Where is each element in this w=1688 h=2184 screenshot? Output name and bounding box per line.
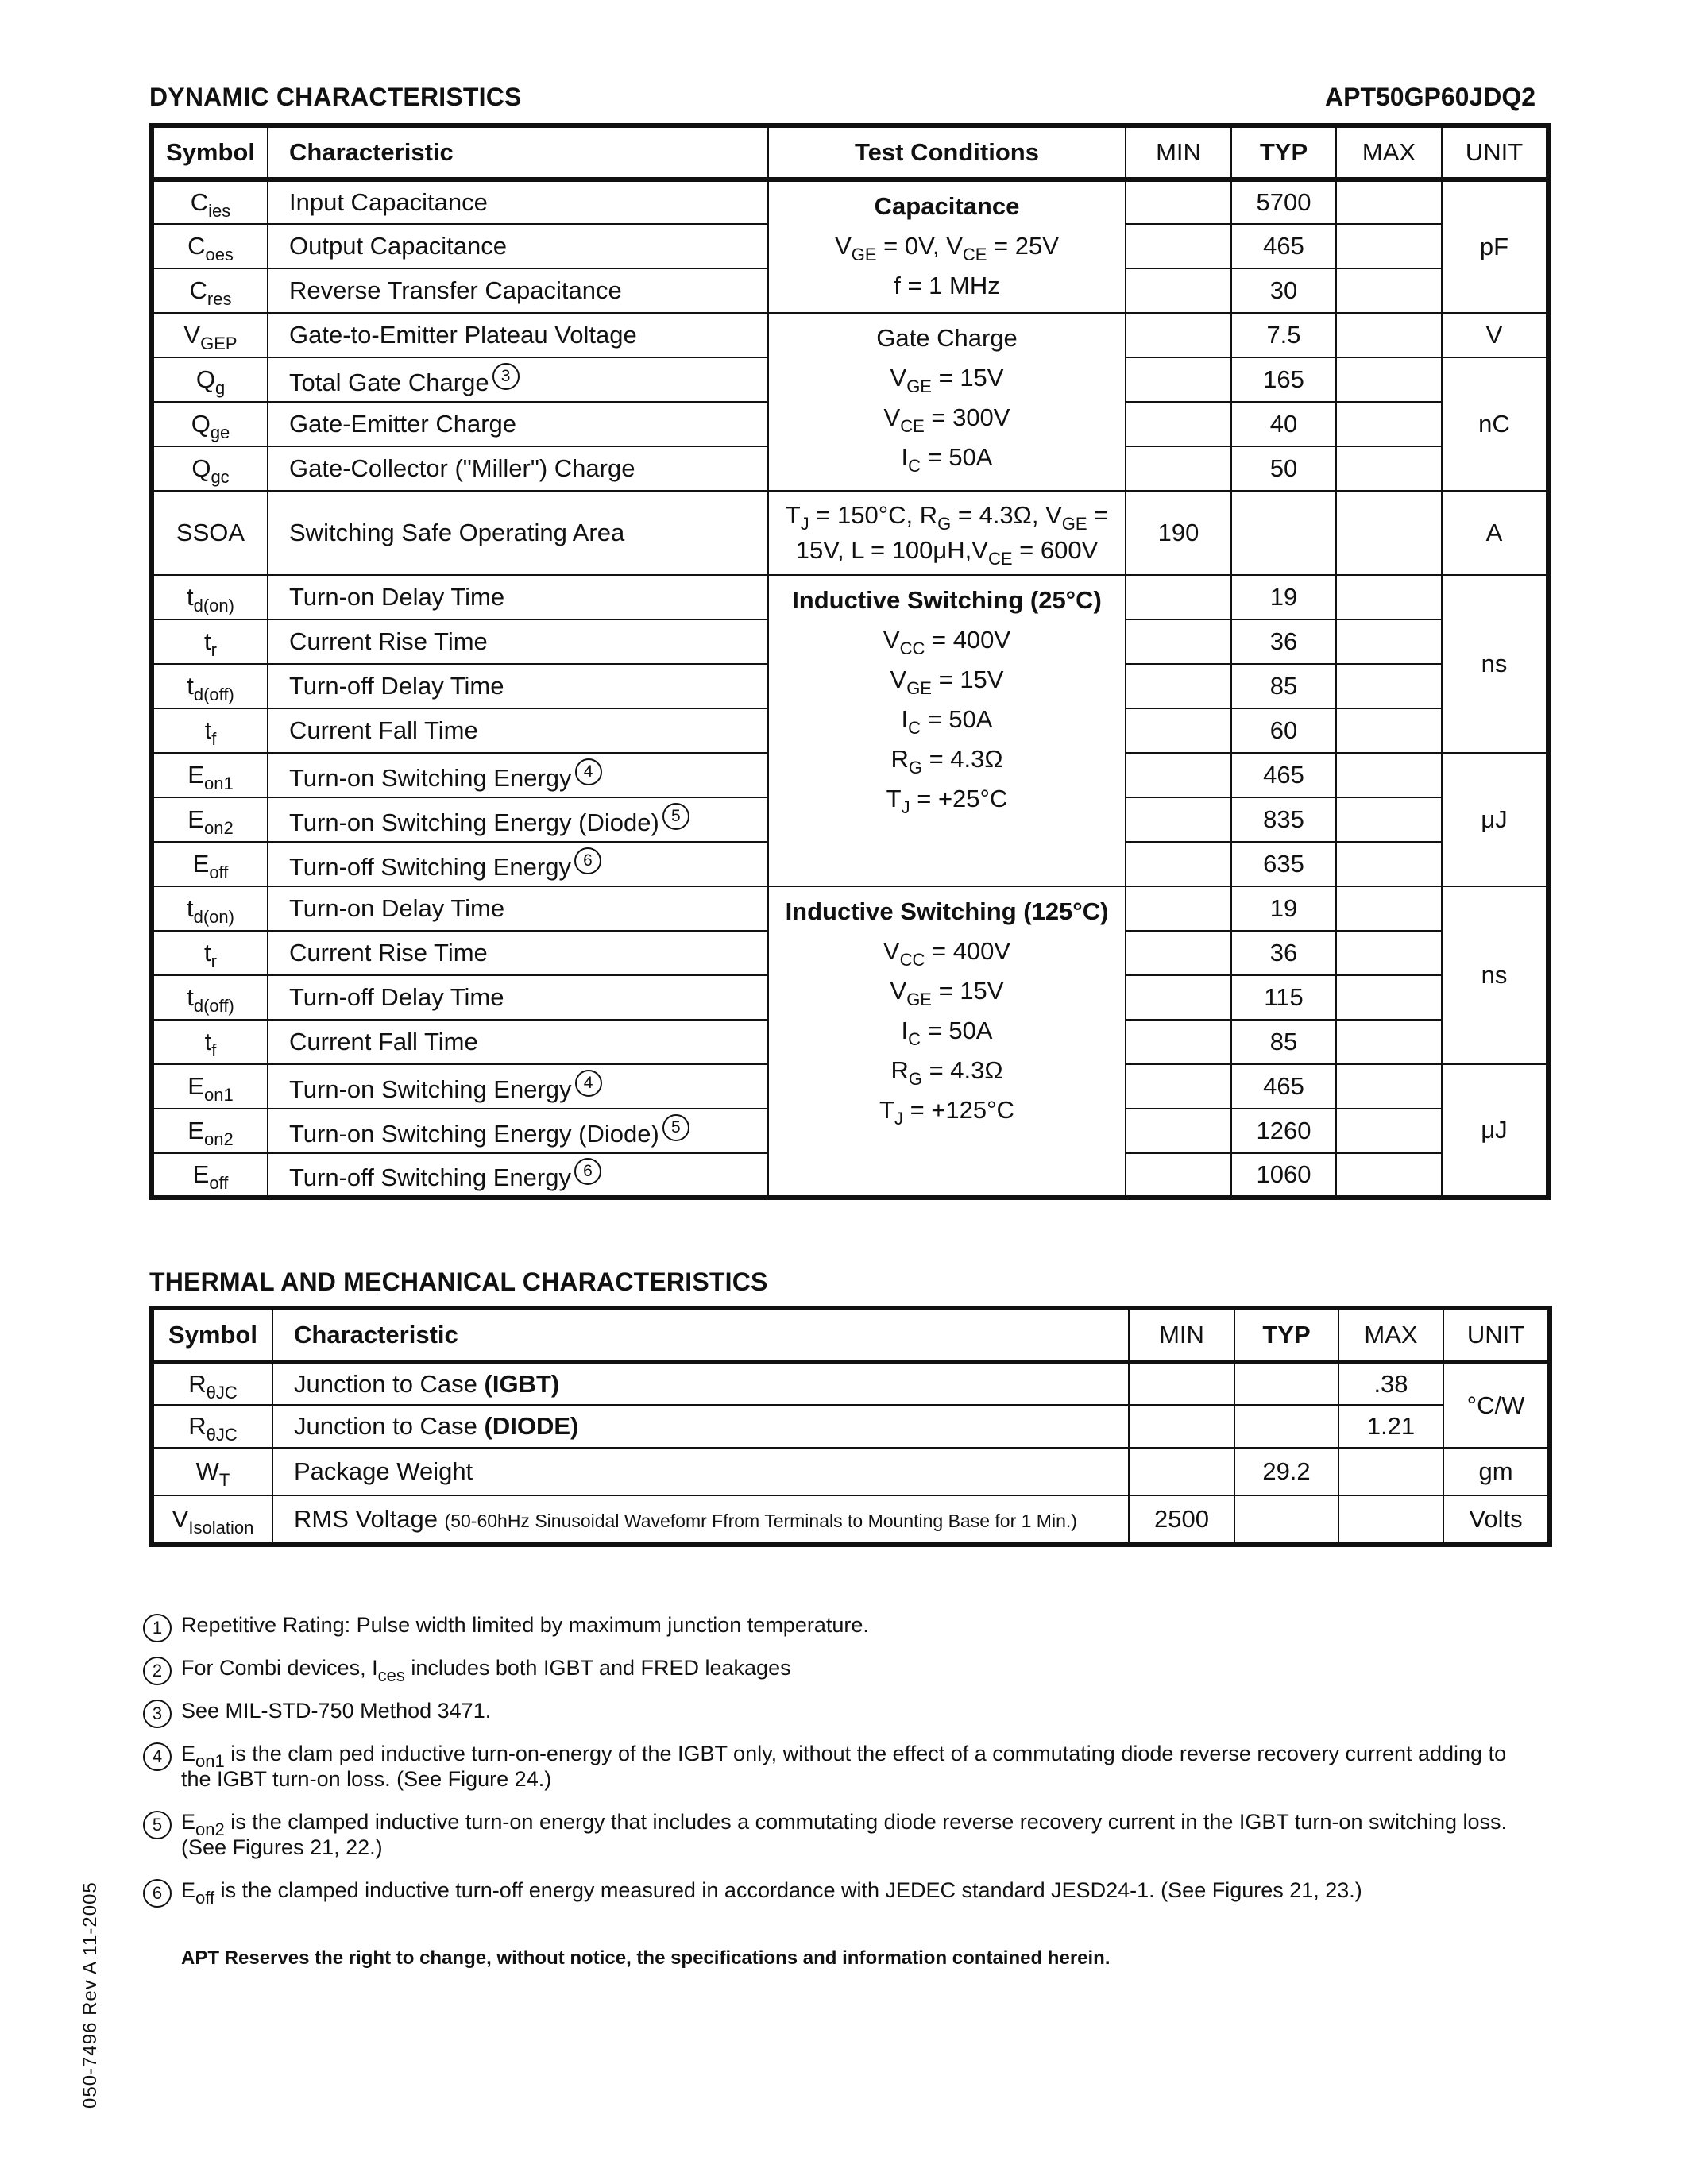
characteristic-cell: Turn-off Delay Time: [268, 664, 768, 708]
max-cell: [1336, 224, 1442, 268]
min-cell: [1126, 842, 1231, 886]
max-cell: [1336, 842, 1442, 886]
typ-cell: 115: [1231, 975, 1336, 1020]
thermal-row: [152, 1448, 1550, 1495]
typ-cell: 30: [1231, 268, 1336, 313]
characteristic-cell: Current Rise Time: [268, 931, 768, 975]
max-cell: [1336, 975, 1442, 1020]
characteristic-cell: Turn-on Switching Energy (Diode) 5: [268, 797, 768, 842]
characteristic-cell: Turn-on Delay Time: [268, 886, 768, 931]
unit-cell: A: [1442, 491, 1548, 575]
max-cell: [1336, 708, 1442, 753]
typ-cell: 36: [1231, 619, 1336, 664]
unit-cell: °C/W: [1443, 1362, 1550, 1448]
min-cell: [1126, 619, 1231, 664]
typ-cell: 40: [1231, 402, 1336, 446]
min-cell: [1126, 224, 1231, 268]
footnote-marker: 3: [492, 363, 520, 390]
cond-ssoa-line2: 15V, $L = 100\mu H,V_{CE} = 600V$: [795, 536, 1099, 569]
min-cell: [1126, 931, 1231, 975]
min-cell: [1126, 575, 1231, 619]
cond-gate-head: Gate Charge: [876, 324, 1018, 352]
typ-cell: [1234, 1405, 1338, 1448]
symbol-cell: $t_f$: [152, 708, 268, 753]
thermal-header-row: [152, 1308, 1550, 1362]
min-cell: 2500: [1129, 1495, 1234, 1545]
header-unit: UNIT: [1442, 125, 1548, 179]
cond-ssoa-line1: $T_J = 150^\circ C$, $R_G = 4.3\Omega$, $V_{GE}$ =: [785, 501, 1109, 534]
cond-gate-vge: $V_{GE} = 15V$: [890, 364, 1004, 396]
header-min: MIN: [1126, 125, 1231, 179]
symbol-cell: SSOA: [152, 491, 268, 575]
part-number: APT50GP60JDQ2: [1324, 83, 1535, 111]
footnote-number: 4: [143, 1742, 172, 1771]
min-cell: [1126, 446, 1231, 491]
min-cell: [1126, 1109, 1231, 1153]
min-cell: [1129, 1448, 1234, 1495]
typ-cell: 465: [1231, 224, 1336, 268]
symbol-cell: $R_{\theta JC}$: [152, 1405, 272, 1448]
max-cell: [1336, 886, 1442, 931]
max-cell: [1336, 664, 1442, 708]
min-cell: [1126, 179, 1231, 224]
characteristic-cell: Turn-on Switching Energy 4: [268, 1064, 768, 1109]
characteristic-cell: RMS Voltage (50-60hHz Sinusoidal Wavefomr Ffrom Terminals to Mounting Base for 1 Min.): [272, 1495, 1129, 1545]
characteristic-cell: Turn-off Switching Energy 6: [268, 842, 768, 886]
characteristic-cell: Turn-on Delay Time: [268, 575, 768, 619]
typ-cell: 835: [1231, 797, 1336, 842]
test-conditions-cell: [768, 886, 1126, 1198]
thermal-row: [152, 1495, 1550, 1545]
header-test-conditions: Test Conditions: [768, 125, 1126, 179]
max-cell: [1336, 931, 1442, 975]
header-unit: UNIT: [1443, 1308, 1550, 1362]
typ-cell: [1234, 1362, 1338, 1405]
header-characteristic: Characteristic: [268, 125, 768, 179]
symbol-cell: $V_{GEP}$: [152, 313, 268, 357]
dynamic-row: [152, 575, 1548, 619]
cond-gate-ic: $I_C = 50A$: [901, 443, 993, 476]
max-cell: [1336, 1153, 1442, 1198]
footnotes: [143, 1612, 1525, 1920]
footnote: 1 Repetitive Rating: Pulse width limited by maximum junction temperature.: [143, 1612, 1525, 1638]
symbol-cell: $E_{off}$: [152, 1153, 268, 1198]
cond-capacitance-frequency: f = 1 MHz: [894, 272, 1000, 299]
footnote: 6 $E_{off}$ is the clamped inductive turn-off energy measured in accordance with JEDEC standard JESD24-1. (See Figures 21, 23.): [143, 1877, 1525, 1903]
typ-cell: 85: [1231, 1020, 1336, 1064]
characteristic-cell: Turn-on Switching Energy (Diode) 5: [268, 1109, 768, 1153]
symbol-cell: $t_r$: [152, 931, 268, 975]
cond-inductive-vge: $V_{GE} = 15V$: [890, 666, 1004, 698]
cond-inductive-rg: $R_G = 4.3\Omega$: [890, 745, 1003, 778]
footnote-number: 5: [143, 1811, 172, 1839]
dynamic-section-title: DYNAMIC CHARACTERISTICS: [149, 83, 522, 111]
characteristic-cell: Turn-on Switching Energy 4: [268, 753, 768, 797]
characteristic-cell: Output Capacitance: [268, 224, 768, 268]
characteristic-cell: Reverse Transfer Capacitance: [268, 268, 768, 313]
max-cell: [1338, 1448, 1443, 1495]
cond-inductive-head: Inductive Switching (125°C): [785, 897, 1109, 925]
cond-inductive-tj: $T_J = +125^\circ C$: [879, 1096, 1014, 1129]
dynamic-header-row: [152, 125, 1548, 179]
cond-inductive-tj: $T_J = +25^\circ C$: [886, 785, 1008, 817]
cond-inductive-ic: $I_C = 50A$: [901, 1017, 993, 1049]
max-cell: .38: [1338, 1362, 1443, 1405]
cond-inductive-rg: $R_G = 4.3\Omega$: [890, 1056, 1003, 1089]
header-min: MIN: [1129, 1308, 1234, 1362]
footnote-number: 1: [143, 1614, 172, 1642]
footnote: 2 For Combi devices, $I_{ces}$ includes both IGBT and FRED leakages: [143, 1655, 1525, 1680]
typ-cell: 7.5: [1231, 313, 1336, 357]
footnote-marker: 6: [574, 1158, 601, 1185]
max-cell: 1.21: [1338, 1405, 1443, 1448]
footnote: 5 $E_{on2}$ is the clamped inductive turn-on energy that includes a commutating diode reverse recovery current in the IGBT turn-on switching loss. (See Figures 21, 22.): [143, 1809, 1525, 1860]
footnote-number: 6: [143, 1879, 172, 1908]
unit-cell: ns: [1442, 575, 1548, 753]
characteristic-cell: Current Rise Time: [268, 619, 768, 664]
cond-capacitance-voltages: $V_{GE} = 0V$, $V_{CE} = 25V$: [835, 232, 1059, 264]
dynamic-row: [152, 491, 1548, 575]
test-conditions-cell: [768, 575, 1126, 886]
typ-cell: 19: [1231, 886, 1336, 931]
min-cell: [1126, 1064, 1231, 1109]
symbol-cell: $t_r$: [152, 619, 268, 664]
header-symbol: Symbol: [152, 1308, 272, 1362]
footnote-marker: 5: [662, 1114, 689, 1141]
dynamic-row: [152, 313, 1548, 357]
header-characteristic: Characteristic: [272, 1308, 1129, 1362]
characteristic-cell: Gate-to-Emitter Plateau Voltage: [268, 313, 768, 357]
symbol-cell: $E_{on1}$: [152, 1064, 268, 1109]
characteristic-cell: Turn-off Delay Time: [268, 975, 768, 1020]
typ-cell: 1060: [1231, 1153, 1336, 1198]
max-cell: [1336, 446, 1442, 491]
characteristic-cell: Package Weight: [272, 1448, 1129, 1495]
cond-gate-vce: $V_{CE} = 300V$: [883, 403, 1010, 436]
characteristic-cell: Input Capacitance: [268, 179, 768, 224]
cond-capacitance-head: Capacitance: [874, 192, 1020, 220]
max-cell: [1336, 491, 1442, 575]
max-cell: [1336, 1109, 1442, 1153]
dynamic-row: [152, 886, 1548, 931]
min-cell: 190: [1126, 491, 1231, 575]
thermal-row: [152, 1362, 1550, 1405]
characteristic-cell: Switching Safe Operating Area: [268, 491, 768, 575]
typ-cell: [1231, 491, 1336, 575]
min-cell: [1126, 708, 1231, 753]
footnote: 3 See MIL-STD-750 Method 3471.: [143, 1698, 1525, 1723]
min-cell: [1126, 357, 1231, 402]
unit-cell: V: [1442, 313, 1548, 357]
max-cell: [1336, 619, 1442, 664]
symbol-cell: $C_{oes}$: [152, 224, 268, 268]
max-cell: [1336, 1020, 1442, 1064]
symbol-cell: $Q_{ge}$: [152, 402, 268, 446]
characteristic-cell: Junction to Case (DIODE): [272, 1405, 1129, 1448]
typ-cell: 635: [1231, 842, 1336, 886]
min-cell: [1126, 797, 1231, 842]
unit-cell: μJ: [1442, 753, 1548, 886]
typ-cell: 85: [1231, 664, 1336, 708]
max-cell: [1336, 753, 1442, 797]
test-conditions-cell: [768, 491, 1126, 575]
symbol-cell: $E_{on1}$: [152, 753, 268, 797]
max-cell: [1336, 268, 1442, 313]
symbol-cell: $t_{d(on)}$: [152, 575, 268, 619]
unit-cell: Volts: [1443, 1495, 1550, 1545]
cond-inductive-vcc: $V_{CC} = 400V$: [883, 937, 1011, 970]
symbol-cell: $E_{on2}$: [152, 797, 268, 842]
symbol-cell: $t_{d(on)}$: [152, 886, 268, 931]
min-cell: [1126, 268, 1231, 313]
test-conditions-cell: [768, 179, 1126, 313]
unit-cell: pF: [1442, 179, 1548, 313]
footnote: 4 $E_{on1}$ is the clam ped inductive turn-on-energy of the IGBT only, without the effect of a commutating diode reverse recovery current adding to the IGBT turn-on loss. (See Figure 24.): [143, 1741, 1525, 1792]
symbol-cell: $t_{d(off)}$: [152, 975, 268, 1020]
symbol-cell: $C_{res}$: [152, 268, 268, 313]
typ-cell: [1234, 1495, 1338, 1545]
typ-cell: 465: [1231, 1064, 1336, 1109]
footnote-marker: 4: [575, 758, 602, 785]
footnote-marker: 4: [575, 1070, 602, 1097]
symbol-cell: $Q_{gc}$: [152, 446, 268, 491]
header-typ: TYP: [1231, 125, 1336, 179]
symbol-cell: $V_{Isolation}$: [152, 1495, 272, 1545]
disclaimer: APT Reserves the right to change, without notice, the specifications and information contained herein.: [181, 1947, 1111, 1969]
symbol-cell: $E_{on2}$: [152, 1109, 268, 1153]
min-cell: [1126, 1020, 1231, 1064]
dynamic-row: [152, 179, 1548, 224]
max-cell: [1336, 179, 1442, 224]
cond-inductive-head: Inductive Switching (25°C): [792, 586, 1102, 614]
max-cell: [1336, 1064, 1442, 1109]
thermal-characteristics-table: [149, 1306, 1552, 1547]
typ-cell: 465: [1231, 753, 1336, 797]
characteristic-cell: Current Fall Time: [268, 1020, 768, 1064]
footnote-marker: 6: [574, 847, 601, 874]
symbol-cell: $R_{\theta JC}$: [152, 1362, 272, 1405]
symbol-cell: $E_{off}$: [152, 842, 268, 886]
characteristic-cell: Gate-Emitter Charge: [268, 402, 768, 446]
min-cell: [1126, 1153, 1231, 1198]
typ-cell: 5700: [1231, 179, 1336, 224]
characteristic-cell: Total Gate Charge 3: [268, 357, 768, 402]
cond-inductive-ic: $I_C = 50A$: [901, 705, 993, 738]
characteristic-cell: Current Fall Time: [268, 708, 768, 753]
document-revision-sidebar: 050-7496 Rev A 11-2005: [79, 1881, 101, 2109]
typ-cell: 60: [1231, 708, 1336, 753]
characteristic-cell: Junction to Case (IGBT): [272, 1362, 1129, 1405]
symbol-cell: $C_{ies}$: [152, 179, 268, 224]
footnote-number: 2: [143, 1657, 172, 1685]
thermal-row: [152, 1405, 1550, 1448]
symbol-cell: $W_T$: [152, 1448, 272, 1495]
min-cell: [1126, 313, 1231, 357]
characteristic-cell: Turn-off Switching Energy 6: [268, 1153, 768, 1198]
min-cell: [1126, 753, 1231, 797]
max-cell: [1336, 313, 1442, 357]
header-symbol: Symbol: [152, 125, 268, 179]
min-cell: [1126, 886, 1231, 931]
typ-cell: 29.2: [1234, 1448, 1338, 1495]
min-cell: [1126, 402, 1231, 446]
typ-cell: 19: [1231, 575, 1336, 619]
test-conditions-cell: [768, 313, 1126, 491]
typ-cell: 50: [1231, 446, 1336, 491]
thermal-section-title: THERMAL AND MECHANICAL CHARACTERISTICS: [149, 1268, 768, 1296]
header-max: MAX: [1338, 1308, 1443, 1362]
typ-cell: 165: [1231, 357, 1336, 402]
header-typ: TYP: [1234, 1308, 1338, 1362]
characteristic-cell: Gate-Collector ("Miller") Charge: [268, 446, 768, 491]
unit-cell: μJ: [1442, 1064, 1548, 1198]
header-max: MAX: [1336, 125, 1442, 179]
unit-cell: gm: [1443, 1448, 1550, 1495]
cond-inductive-vge: $V_{GE} = 15V$: [890, 977, 1004, 1009]
footnote-marker: 5: [662, 803, 689, 830]
cond-inductive-vcc: $V_{CC} = 400V$: [883, 626, 1011, 658]
max-cell: [1336, 402, 1442, 446]
symbol-cell: $Q_g$: [152, 357, 268, 402]
max-cell: [1336, 575, 1442, 619]
typ-cell: 1260: [1231, 1109, 1336, 1153]
symbol-cell: $t_f$: [152, 1020, 268, 1064]
min-cell: [1126, 975, 1231, 1020]
typ-cell: 36: [1231, 931, 1336, 975]
unit-cell: nC: [1442, 357, 1548, 491]
footnote-number: 3: [143, 1700, 172, 1728]
min-cell: [1126, 664, 1231, 708]
max-cell: [1338, 1495, 1443, 1545]
min-cell: [1129, 1362, 1234, 1405]
max-cell: [1336, 357, 1442, 402]
max-cell: [1336, 797, 1442, 842]
unit-cell: ns: [1442, 886, 1548, 1064]
min-cell: [1129, 1405, 1234, 1448]
dynamic-characteristics-table: [149, 123, 1551, 1200]
symbol-cell: $t_{d(off)}$: [152, 664, 268, 708]
